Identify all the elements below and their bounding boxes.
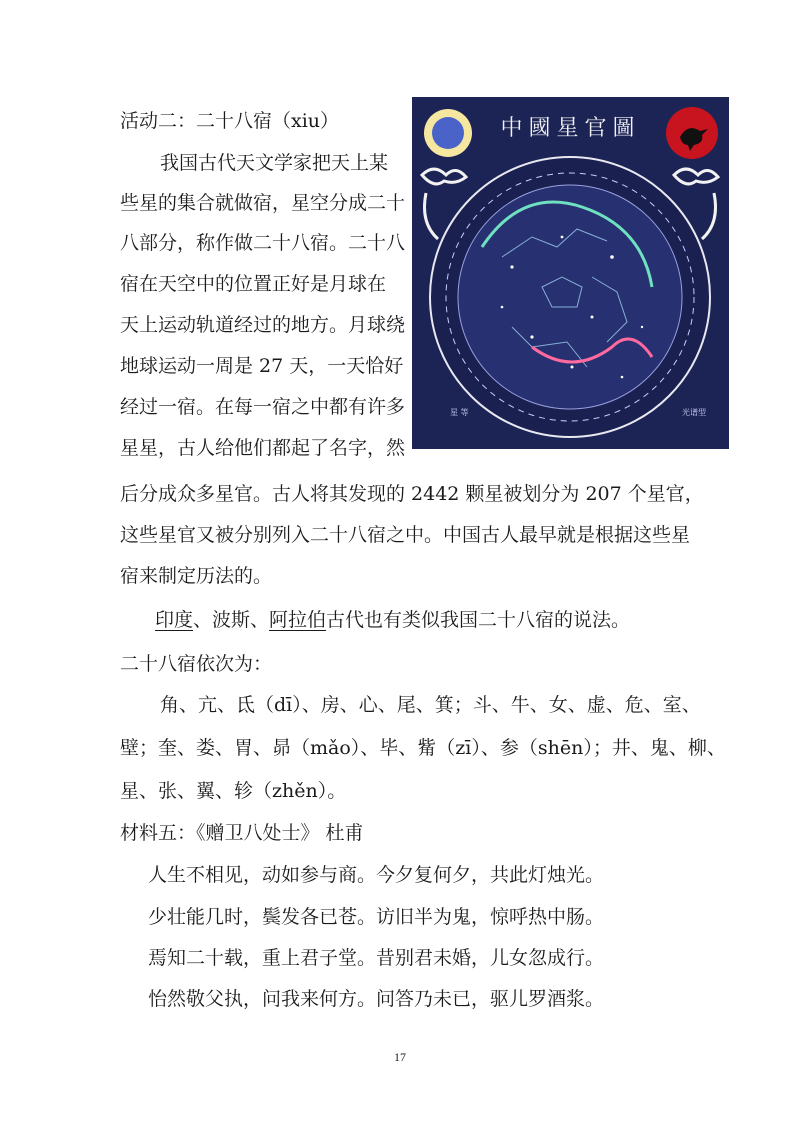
place-arabia: 阿拉伯 bbox=[269, 609, 327, 631]
paragraph-line: 星星，古人给他们都起了名字，然 bbox=[120, 437, 406, 459]
list-intro: 二十八宿依次为： bbox=[120, 653, 273, 675]
poem-line: 怡然敬父执，问我来何方。问答乃未已，驱儿罗酒浆。 bbox=[148, 988, 605, 1010]
poem-line: 焉知二十载，重上君子堂。昔别君未婚，儿女忽成行。 bbox=[148, 947, 605, 969]
paragraph-line: 天上运动轨道经过的地方。月球绕 bbox=[120, 314, 406, 336]
comparison-sep: 、波斯、 bbox=[193, 609, 270, 631]
paragraph-line: 些星的集合就做宿，星空分成二十 bbox=[120, 192, 406, 214]
mansion-list-line: 壁；奎、娄、胃、昴（mǎo）、毕、觜（zī）、参（shēn）；井、鬼、柳、 bbox=[120, 737, 726, 759]
paragraph-line: 地球运动一周是 27 天，一天恰好 bbox=[120, 355, 404, 377]
poem-line: 少壮能几时，鬓发各已苍。访旧半为鬼，惊呼热中肠。 bbox=[148, 906, 605, 928]
star-map-title: 中國星官圖 bbox=[500, 116, 641, 141]
paragraph-line: 宿来制定历法的。 bbox=[120, 565, 273, 587]
paragraph-line: 八部分，称作做二十八宿。二十八 bbox=[120, 232, 406, 254]
paragraph-line: 我国古代天文学家把天上某 bbox=[160, 152, 389, 174]
place-india: 印度 bbox=[155, 609, 194, 631]
page-number: 17 bbox=[394, 1050, 406, 1064]
star-map-image bbox=[412, 97, 729, 449]
poem-line: 人生不相见，动如参与商。今夕复何夕，共此灯烛光。 bbox=[148, 864, 605, 886]
legend-magnitude: 星 等 bbox=[450, 408, 469, 417]
comparison-rest: 古代也有类似我国二十八宿的说法。 bbox=[326, 609, 631, 631]
paragraph-line: 后分成众多星官。古人将其发现的 2442 颗星被划分为 207 个星官， bbox=[120, 483, 704, 505]
legend-spectral: 光谱型 bbox=[682, 408, 706, 417]
paragraph-line: 宿在天空中的位置正好是月球在 bbox=[120, 273, 387, 295]
comparison-line bbox=[155, 607, 630, 633]
star-map-graphic bbox=[412, 97, 729, 449]
mansion-list-line: 星、张、翼、轸（zhěn）。 bbox=[120, 780, 347, 802]
activity-heading: 活动二：二十八宿（xiu） bbox=[120, 110, 340, 132]
material-heading: 材料五：《赠卫八处士》 杜甫 bbox=[120, 822, 364, 844]
paragraph-line: 这些星官又被分别列入二十八宿之中。中国古人最早就是根据这些星 bbox=[120, 524, 691, 546]
mansion-list-line: 角、亢、氐（dī）、房、心、尾、箕；斗、牛、女、虚、危、室、 bbox=[160, 694, 701, 716]
paragraph-line: 经过一宿。在每一宿之中都有许多 bbox=[120, 396, 406, 418]
